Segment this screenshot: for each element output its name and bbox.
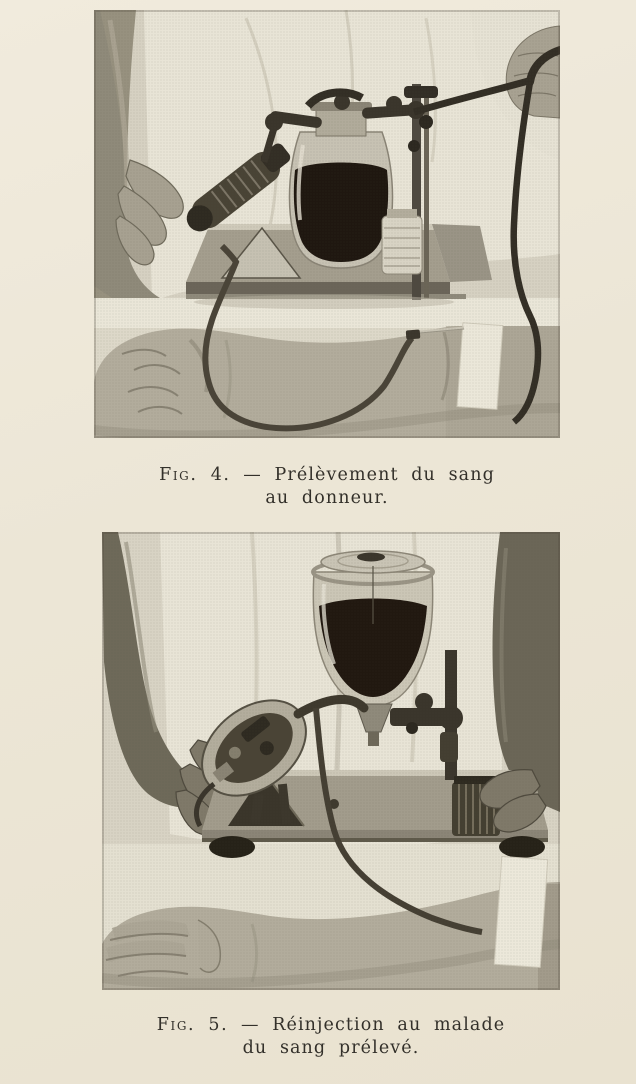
figure-4-caption	[94, 464, 560, 510]
figure-4-photo	[94, 10, 560, 438]
figure-4-photo-illustration	[94, 10, 560, 438]
figure-4-plate	[94, 10, 560, 510]
figure-4-label: Fig. 4.	[159, 465, 231, 485]
figure-5-caption-line1	[102, 1014, 560, 1037]
figure-5-plate	[102, 532, 560, 1060]
figure-5-dash: —	[240, 1015, 260, 1035]
figure-5-photo	[102, 532, 560, 990]
figure-4-caption-line1	[94, 464, 560, 487]
figure-5-caption-text: Réinjection au malade	[272, 1015, 506, 1035]
halftone-texture	[102, 532, 560, 990]
figure-5-photo-illustration	[102, 532, 560, 990]
figure-4-dash: —	[243, 465, 262, 485]
figure-5-caption-line2: du sang prélevé.	[242, 1038, 420, 1058]
figure-5-caption	[102, 1014, 560, 1060]
figure-4-caption-text: Prélèvement du sang	[274, 465, 495, 485]
halftone-texture	[94, 10, 560, 438]
figure-4-caption-line2: au donneur.	[265, 488, 389, 508]
figure-5-label: Fig. 5.	[156, 1015, 229, 1035]
